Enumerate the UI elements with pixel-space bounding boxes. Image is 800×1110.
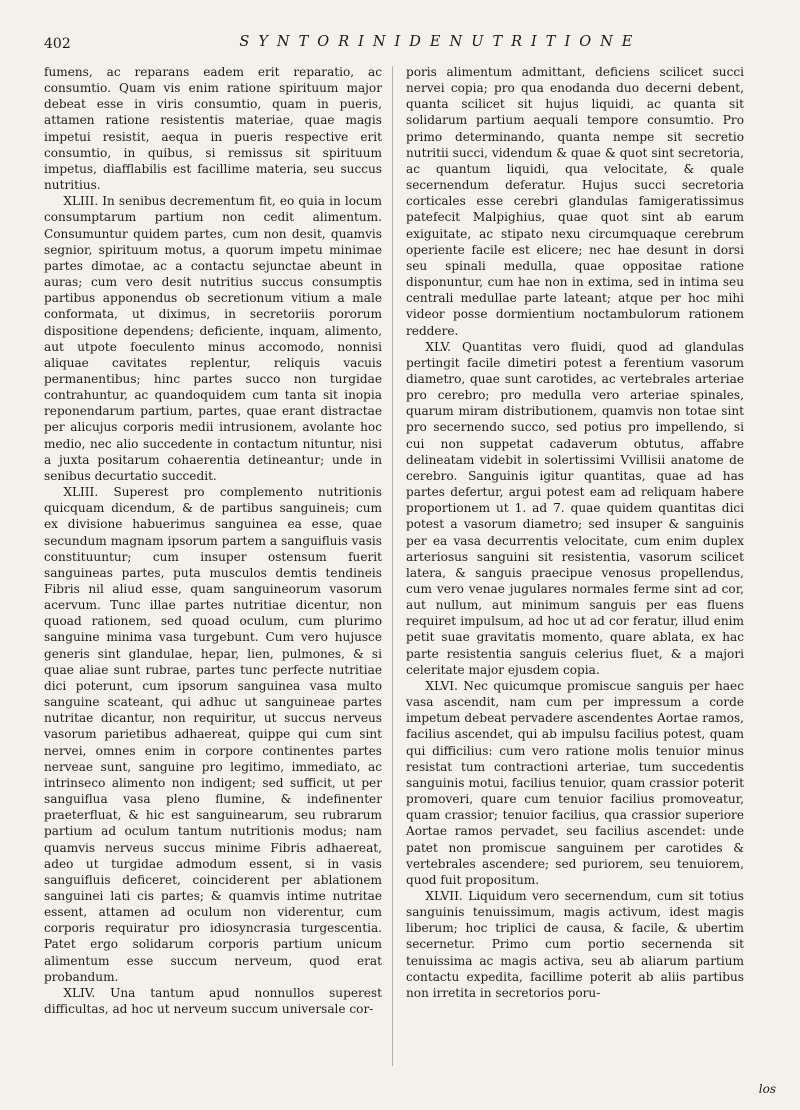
paragraph: XLV. Quantitas vero fluidi, quod ad glandulas pertingit facile dimetiri potest a ferentium vasorum diametro, quae sunt carotides, ac vertebrales arteriae pro cerebro; pro medulla vero arteriae spinales, quarum miram distributionem, quamvis non totae sint pro secernendo succo, sed potius pro impellendo, si cui non suppetat cadaverum obtutus, affabre delineatam videbit in solertissimi Vvillisii anatome de cerebro. Sanguinis igitur quantitas, quae ad has partes defertur, argui potest eam ad reliquam habere proportionem ut 1. ad 7. quae quidem quantitas dici potest a vasorum diametro; sed insuper & sanguinis per ea vasa decurrentis velocitate, cum enim duplex arteriosus sanguini sit resistentia, vasorum scilicet latera, & sanguis praecipue venosus propellendus, cum vero venae jugulares normales ferme sint ad cor, aut nullum, aut minimum sanguis per eas fluens requiret impulsum, ad hoc ut ad cor feratur, illud enim petit suae gravitatis momento, quare ablata, ex hac parte resistentia sanguis celerius fluet, & a majori celeritate major ejusdem copia. — [406, 339, 744, 677]
paragraph: XLVI. Nec quicumque promiscue sanguis per haec vasa ascendit, nam cum per impressum a corde impetum debeat pervadere ascendentes Aortae ramos, facilius ascendet, qui ab impulsu facilius potest, quam qui difficilius: cum vero ratione molis tenuior minus resistat tum contractioni arteriae, tum succedentis sanguinis motui, facilius tenuior, quam crassior poterit promoveri, quare cum tenuior facilius promoveatur, quam crassior; tenuior facilius, qua crassior superiore Aortae ramos pervadet, seu facilius ascendet: unde patet non promiscue sanguinem per carotides & vertebrales ascendere; sed puriorem, seu tenuiorem, quod fuit propositum. — [406, 678, 744, 887]
catchword: los — [758, 1082, 776, 1096]
column-divider — [392, 66, 393, 1066]
page-number: 402 — [44, 36, 71, 52]
left-column — [44, 64, 382, 1017]
paragraph: poris alimentum admittant, deficiens scilicet succi nervei copia; pro qua enodanda duo decerni debent, quanta scilicet sit hujus liquidi, ac quanta sit solidarum partium aequali tempore consumtio. Pro primo determinando, quanta nempe sit secretio nutritii succi, videndum & quae & quot sint secretoria, ac quantum liquidi, qua velocitate, & quale secernendum deferatur. Hujus succi secretoria corticales esse cerebri glandulas famigeratissimus patefecit Malpighius, quae quot sint ab earum exiguitate, ac stipato nexu circumquaque cerebrum operiente facile est elicere; nec hae desunt in dorsi seu spinali medulla, quae oppositae ratione disponuntur, cum hae non in extima, sed in intima seu centrali medullae parte lateant; atque per hoc mihi videor posse dormientium noctambulorum rationem reddere. — [406, 65, 744, 338]
paragraph: fumens, ac reparans eadem erit reparatio, ac consumtio. Quam vis enim ratione spirituum major debeat esse in viris consumtio, quam in pueris, attamen ratione resistentis materiae, quae magis impetui resistit, aequa in pueris respective erit consumtio, in quibus, si remissus sit spirituum impetus, diafflabilis est facillime materia, seu succus nutritius. — [44, 65, 382, 193]
running-title: S Y N T O R I N I D E N U T R I T I O N E — [239, 34, 635, 50]
paragraph: XLIII. Superest pro complemento nutritionis quicquam dicendum, & de partibus sanguineis; cum ex divisione habuerimus sanguinea ea esse, quae secundum magnam ipsorum partem a sanguifluis vasis constituuntur; cum insuper ostensum fuerit sanguineas partes, puta musculos demtis tendineis Fibris nil aliud esse, quam sanguineorum vasorum acervum. Tunc illae partes nutritiae dicentur, non quoad rationem, sed quoad oculum, cum plurimo sanguine minima vasa turgebunt. Cum vero hujusce generis sint glandulae, hepar, lien, pulmones, & si quae aliae sunt rubrae, partes tunc perfecte nutritiae dici poterunt, cum ipsorum sanguinea vasa multo sanguine scateant, qui adhuc ut sanguineae partes nutritae dicantur, non requiritur, ut succus nerveus vasorum parietibus adhaereat, quippe qui cum sint nervei, omnes enim in corpore continentes partes nerveae sunt, sanguine pro legitimo, immediato, ac intrinseco alimento non indigent; sed sufficit, ut per sanguiflua vasa pleno flumine, & indefinenter praeterfluat, & hic est sanguinearum, seu rubrarum partium ad oculum tantum nutritionis modus; nam quamvis nerveus succus minime Fibris adhaereat, adeo ut turgidae admodum essent, si in vasis sanguifluis deficeret, coinciderent per ablationem sanguinei lati cis partes; & quamvis intime nutritae essent, attamen ad oculum non viderentur, cum corporis requiratur pro idiosyncrasia turgescentia. Patet ergo solidarum corporis partium unicum alimentum esse succum nerveum, quod erat probandum. — [44, 485, 382, 984]
paragraph: XLIV. Una tantum apud nonnullos superest difficultas, ad hoc ut nerveum succum universale cor- — [44, 985, 382, 1017]
running-header — [44, 34, 780, 62]
paragraph: XLIII. In senibus decrementum fit, eo quia in locum consumptarum partium non cedit alimentum. Consumuntur quidem partes, cum non desit, quamvis segnior, spirituum motus, a quorum impetu minimae partes dimotae, ac a contactu sejunctae abeunt in auras; cum vero desit nutritius succus consumptis partibus apponendus ob secretionum vitium a male conformata, ut diximus, in secretoriis pororum dispositione dependens; deficiente, inquam, alimento, aut utpote foeculento minus accomodo, nonnisi aliquae cavitates replentur, reliquis vacuis permanentibus; hinc partes succo non turgidae contrahuntur, ac quandoquidem cum tanta sit inopia reponendarum partium, partes, quae erant distractae per alicujus corporis medii intrusionem, avolante hoc medio, nec alio succedente in contactum nituntur, nisi a juxta positarum cohaerentia detineantur; unde in senibus decurtatio succedit. — [44, 194, 382, 483]
paragraph: XLVII. Liquidum vero secernendum, cum sit totius sanguinis tenuissimum, magis activum, idest magis liberum; hoc triplici de causa, & facile, & ubertim secernetur. Primo cum portio secernenda sit tenuissima ac magis activa, seu ab aliarum partium contactu expedita, facillime poterit ab aliis partibus non irretita in secretorios poru- — [406, 888, 744, 1000]
right-column — [406, 64, 744, 1001]
